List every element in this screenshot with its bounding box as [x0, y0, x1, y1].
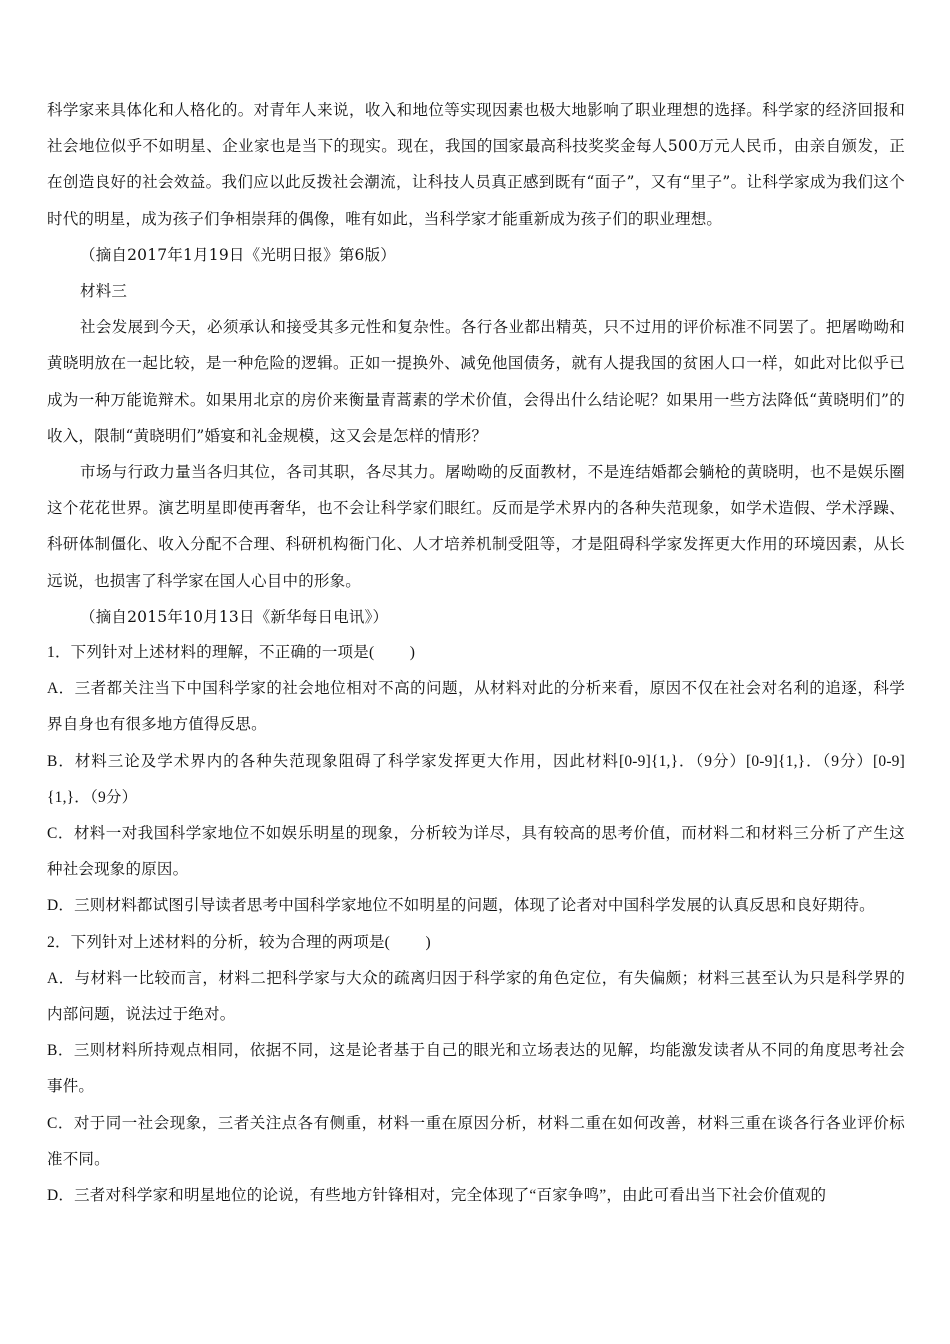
- question-2-stem: 2．下列针对上述材料的分析，较为合理的两项是( ): [47, 933, 431, 951]
- material-three-paragraph-1: 社会发展到今天，必须承认和接受其多元性和复杂性。各行各业都出精英，只不过用的评价标准不同罢了。把屠呦呦和黄晓明放在一起比较，是一种危险的逻辑。正如一提换外、减免他国债务，就有人提我国的贫困人口一样，如此对比似乎已成为一种万能诡辩术。如果用北京的房价来衡量青蒿素的学术价值，会得出什么结论呢？如果用一些方法降低“黄晓明们”的收入，限制“黄晓明们”婚宴和礼金规模，这又会是怎样的情形？: [47, 318, 905, 445]
- material-three-heading: 材料三: [80, 282, 128, 301]
- question-1-option-b: B．材料三论及学术界内的各种失范现象阻碍了科学家发挥更大作用，因此材料[0-9]{1,}．（9分）[0-9]{1,}．（9分）[0-9]{1,}．（9分）: [47, 752, 905, 806]
- material-two-tail-text: 科学家来具体化和人格化的。对青年人来说，收入和地位等实现因素也极大地影响了职业理想的选择。科学家的经济回报和社会地位似乎不如明星、企业家也是当下的现实。现在，我国的国家最高科技奖奖金每人500万元人民币，由亲自颁发，正在创造良好的社会效益。我们应以此反拨社会潮流，让科技人员真正感到既有“面子”，又有“里子”。让科学家成为我们这个时代的明星，成为孩子们争相崇拜的偶像，唯有如此，当科学家才能重新成为孩子们的职业理想。: [47, 101, 905, 228]
- question-1-option-a: A．三者都关注当下中国科学家的社会地位相对不高的问题，从材料对此的分析来看，原因不仅在社会对名利的追逐，科学界自身也有很多地方值得反思。: [47, 680, 905, 734]
- question-2-option-b: B．三则材料所持观点相同，依据不同，这是论者基于自己的眼光和立场表达的见解，均能激发读者从不同的角度思考社会事件。: [47, 1042, 905, 1096]
- question-1-option-c: C．材料一对我国科学家地位不如娱乐明星的现象，分析较为详尽，具有较高的思考价值，而材料二和材料三分析了产生这种社会现象的原因。: [47, 825, 905, 879]
- question-2-option-a: A．与材料一比较而言，材料二把科学家与大众的疏离归因于科学家的角色定位，有失偏颇；材料三甚至认为只是科学界的内部问题，说法过于绝对。: [47, 969, 905, 1024]
- material-three-source: （摘自2015年10月13日《新华每日电讯》）: [80, 607, 389, 626]
- page-content: [47, 92, 905, 1214]
- material-two-source: （摘自2017年1月19日《光明日报》第6版）: [80, 245, 396, 264]
- question-2-option-d: D．三者对科学家和明星地位的论说，有些地方针锋相对，完全体现了“百家争鸣”，由此可看出当下社会价值观的: [47, 1187, 827, 1205]
- question-1-option-d: D．三则材料都试图引导读者思考中国科学家地位不如明星的问题，体现了论者对中国科学发展的认真反思和良好期待。: [47, 897, 875, 915]
- material-three-paragraph-2: 市场与行政力量当各归其位，各司其职，各尽其力。屠呦呦的反面教材，不是连结婚都会躺枪的黄晓明，也不是娱乐圈这个花花世界。演艺明星即使再奢华，也不会让科学家们眼红。反而是学术界内的各种失范现象，如学术造假、学术浮躁、科研体制僵化、收入分配不合理、科研机构衙门化、人才培养机制受阻等，才是阻碍科学家发挥更大作用的环境因素，从长远说，也损害了科学家在国人心目中的形象。: [47, 463, 905, 590]
- question-1-stem: 1．下列针对上述材料的理解，不正确的一项是( ): [47, 644, 416, 662]
- question-2-option-c: C．对于同一社会现象，三者关注点各有侧重，材料一重在原因分析，材料二重在如何改善，材料三重在谈各行各业评价标准不同。: [47, 1114, 905, 1168]
